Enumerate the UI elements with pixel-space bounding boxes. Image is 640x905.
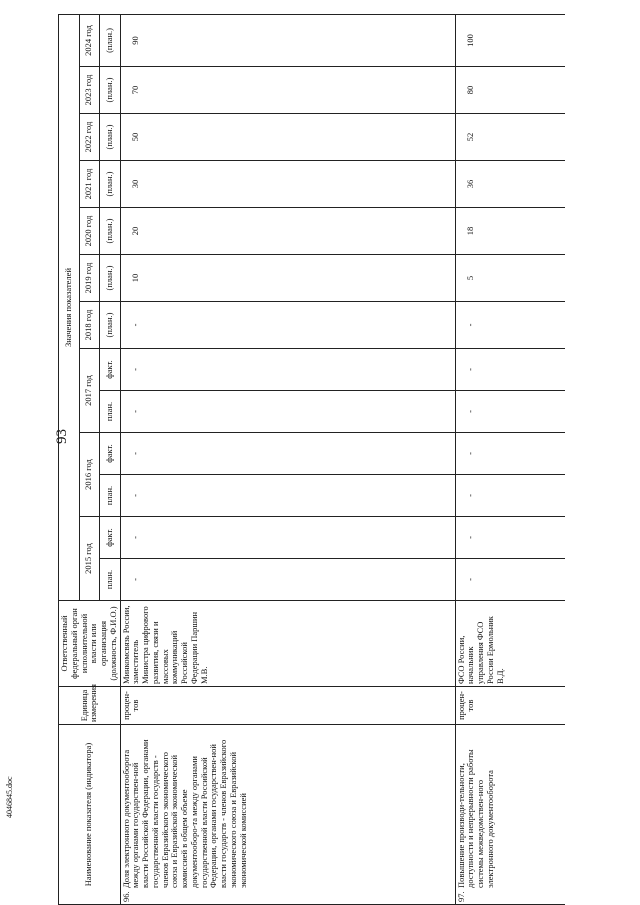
value-cell: 30	[120, 161, 455, 208]
year-header: 2024 год	[79, 14, 100, 66]
value-cell: -	[120, 559, 455, 601]
org-text: Минкомсвязь России, заместитель Министра цифрового развития, связи и массовых коммуникаций Российской Федерации Паршин М.В.	[120, 605, 209, 684]
value-cell: -	[455, 391, 565, 433]
unit-column-header: Единица измерения	[59, 687, 121, 725]
value-cell: -	[455, 517, 565, 559]
indicator-name: Повышение производи-тельности, доступности и непрерывности работы системы межведомствен-ного электронного документооборота	[455, 749, 495, 888]
org-text: ФСО России, начальник управления ФСО России Ермольник В.Д.	[455, 616, 505, 684]
table-row	[455, 14, 565, 904]
plan-subheader: (план.)	[100, 67, 121, 114]
value-cell: -	[120, 349, 455, 391]
value-cell: -	[455, 433, 565, 475]
value-cell: 90	[120, 14, 455, 66]
year-header: 2015 год	[79, 517, 100, 601]
value-cell: -	[455, 559, 565, 601]
plan-subheader: план.	[100, 391, 121, 433]
year-header: 2016 год	[79, 433, 100, 517]
value-cell: 52	[455, 114, 565, 161]
value-cell: 80	[455, 67, 565, 114]
value-cell: -	[455, 349, 565, 391]
page-number: 93	[54, 429, 70, 444]
year-header: 2020 год	[79, 208, 100, 255]
plan-subheader: (план.)	[100, 302, 121, 349]
value-cell: -	[120, 475, 455, 517]
row-number: 97.	[455, 891, 466, 902]
unit-text: процен-тов	[455, 691, 476, 720]
year-header: 2018 год	[79, 302, 100, 349]
indicators-table-container	[58, 15, 636, 905]
year-header: 2021 год	[79, 161, 100, 208]
value-cell: 70	[120, 67, 455, 114]
plan-subheader: (план.)	[100, 161, 121, 208]
value-cell: 18	[455, 208, 565, 255]
fact-subheader: факт.	[100, 517, 121, 559]
value-cell: 10	[120, 255, 455, 302]
row-number: 96.	[120, 891, 131, 902]
year-header: 2017 год	[79, 349, 100, 433]
plan-subheader: план.	[100, 559, 121, 601]
plan-subheader: (план.)	[100, 255, 121, 302]
plan-subheader: (план.)	[100, 14, 121, 66]
value-cell: -	[120, 517, 455, 559]
value-cell: 50	[120, 114, 455, 161]
value-cell: -	[120, 391, 455, 433]
fact-subheader: факт.	[100, 433, 121, 475]
name-column-header: Наименование показателя (индикатора)	[59, 725, 121, 905]
indicators-table	[58, 14, 565, 905]
plan-subheader: (план.)	[100, 114, 121, 161]
value-cell: -	[455, 302, 565, 349]
org-cell	[120, 601, 455, 687]
values-group-header: Значения показателей	[59, 14, 80, 600]
value-cell: 100	[455, 14, 565, 66]
year-header: 2022 год	[79, 114, 100, 161]
unit-text: процен-тов	[120, 691, 141, 720]
indicator-name: Доля электронного документооборота между органами государствен-ной власти Российской Федерации, органами государственной власти государств - членов Евразийского экономического союза и Евразийской экономической комиссией в общем объеме документооборо-та между органами государственной власти Российской Федерации, органами государствен-ной власти государств - членов Евразийского экономического союза и Евразийской экономической комиссией	[120, 739, 248, 888]
plan-subheader: план.	[100, 475, 121, 517]
org-cell	[455, 601, 565, 687]
value-cell: 5	[455, 255, 565, 302]
year-header: 2019 год	[79, 255, 100, 302]
unit-cell	[120, 687, 455, 725]
fact-subheader: факт.	[100, 349, 121, 391]
value-cell: -	[455, 475, 565, 517]
indicator-name-cell	[120, 725, 455, 905]
table-row	[120, 14, 455, 904]
org-column-header: Ответственный федеральный орган исполнительной власти или организация (должность, Ф.И.О.)	[59, 601, 121, 687]
indicator-name-cell	[455, 725, 565, 905]
value-cell: 20	[120, 208, 455, 255]
file-name: 4046845.doc	[5, 776, 14, 818]
value-cell: 36	[455, 161, 565, 208]
year-header: 2023 год	[79, 67, 100, 114]
value-cell: -	[120, 433, 455, 475]
unit-cell	[455, 687, 565, 725]
value-cell: -	[120, 302, 455, 349]
plan-subheader: (план.)	[100, 208, 121, 255]
